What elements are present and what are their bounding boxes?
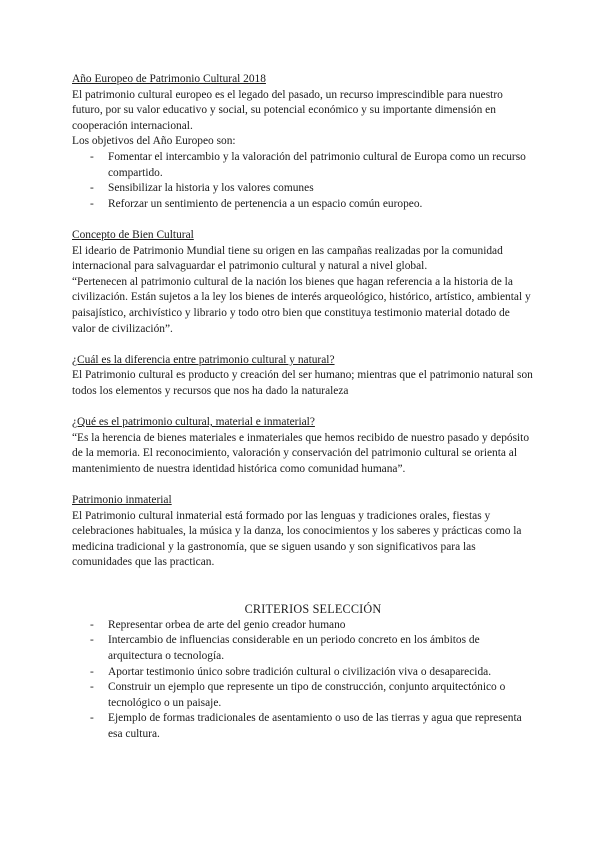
list-item: - Ejemplo de formas tradicionales de asentamiento o uso de las tierras y agua que representa esa cultura. xyxy=(72,711,534,742)
section-title-cultural-vs-natural: ¿Cuál es la diferencia entre patrimonio cultural y natural? xyxy=(72,353,335,366)
list-item: - Reforzar un sentimiento de pertenencia a un espacio común europeo. xyxy=(72,197,534,213)
document-content xyxy=(72,72,534,743)
section-title-european-year: Año Europeo de Patrimonio Cultural 2018 xyxy=(72,73,266,85)
cultural-vs-natural-paragraph: El Patrimonio cultural es producto y creación del ser humano; mientras que el patrimonio natural son todos los elementos y recursos que nos ha dado la naturaleza xyxy=(72,369,533,397)
section-title-cultural-asset: Concepto de Bien Cultural xyxy=(72,228,194,241)
section-title-material-immaterial: ¿Qué es el patrimonio cultural, material e inmaterial? xyxy=(72,416,315,429)
list-item: - Fomentar el intercambio y la valoración del patrimonio cultural de Europa como un recurso compartido. xyxy=(72,150,534,181)
material-immaterial-paragraph: “Es la herencia de bienes materiales e inmateriales que hemos recibido de nuestro pasado y depósito de la memoria. El reconocimiento, valoración y conservación del patrimonio cultural se orienta al mantenimiento de nuestra identidad histórica como comunidad humana”. xyxy=(72,431,530,475)
list-item: - Aportar testimonio único sobre tradición cultural o civilización viva o desaparecida. xyxy=(72,665,534,681)
list-item: - Construir un ejemplo que represente un tipo de construcción, conjunto arquitectónico o tecnológico o un paisaje. xyxy=(72,680,534,711)
list-item: - Sensibilizar la historia y los valores comunes xyxy=(72,181,534,197)
list-item: - Intercambio de influencias considerable en un periodo concreto en los ámbitos de arquitectura o tecnología. xyxy=(72,633,534,664)
cultural-asset-paragraph: El ideario de Patrimonio Mundial tiene su origen en las campañas realizadas por la comunidad internacional para salvaguardar el patrimonio cultural y natural a nivel global. xyxy=(72,244,503,273)
criteria-title: CRITERIOS SELECCIÓN xyxy=(244,602,382,617)
objectives-list xyxy=(72,150,534,212)
objectives-label: Los objetivos del Año Europeo son: xyxy=(72,135,236,148)
list-item: - Representar orbea de arte del genio creador humano xyxy=(72,618,534,634)
section-title-intangible-heritage: Patrimonio inmaterial xyxy=(72,494,172,507)
section-intro-paragraph: El patrimonio cultural europeo es el legado del pasado, un recurso imprescindible para nuestro futuro, por su valor educativo y social, su potencial económico y su importante dimensión en cooperación internacional. xyxy=(72,88,503,132)
criteria-list xyxy=(72,618,534,743)
cultural-asset-quote: “Pertenecen al patrimonio cultural de la nación los bienes que hagan referencia a la historia de la civilización. Están sujetos a la ley los bienes de interés arqueológico, histórico, artístico, ambiental y paisajístico, archivístico y librario y todo otro bien que constituya testimonio material dotado de valor de civilización”. xyxy=(72,275,531,335)
intangible-heritage-paragraph: El Patrimonio cultural inmaterial está formado por las lenguas y tradiciones orales, fiestas y celebraciones habituales, la música y la danza, los conocimientos y los saberes y prácticas como la medicina tradicional y la gastronomía, que se siguen usando y son significativos para las comunidades que las practican. xyxy=(72,509,522,569)
